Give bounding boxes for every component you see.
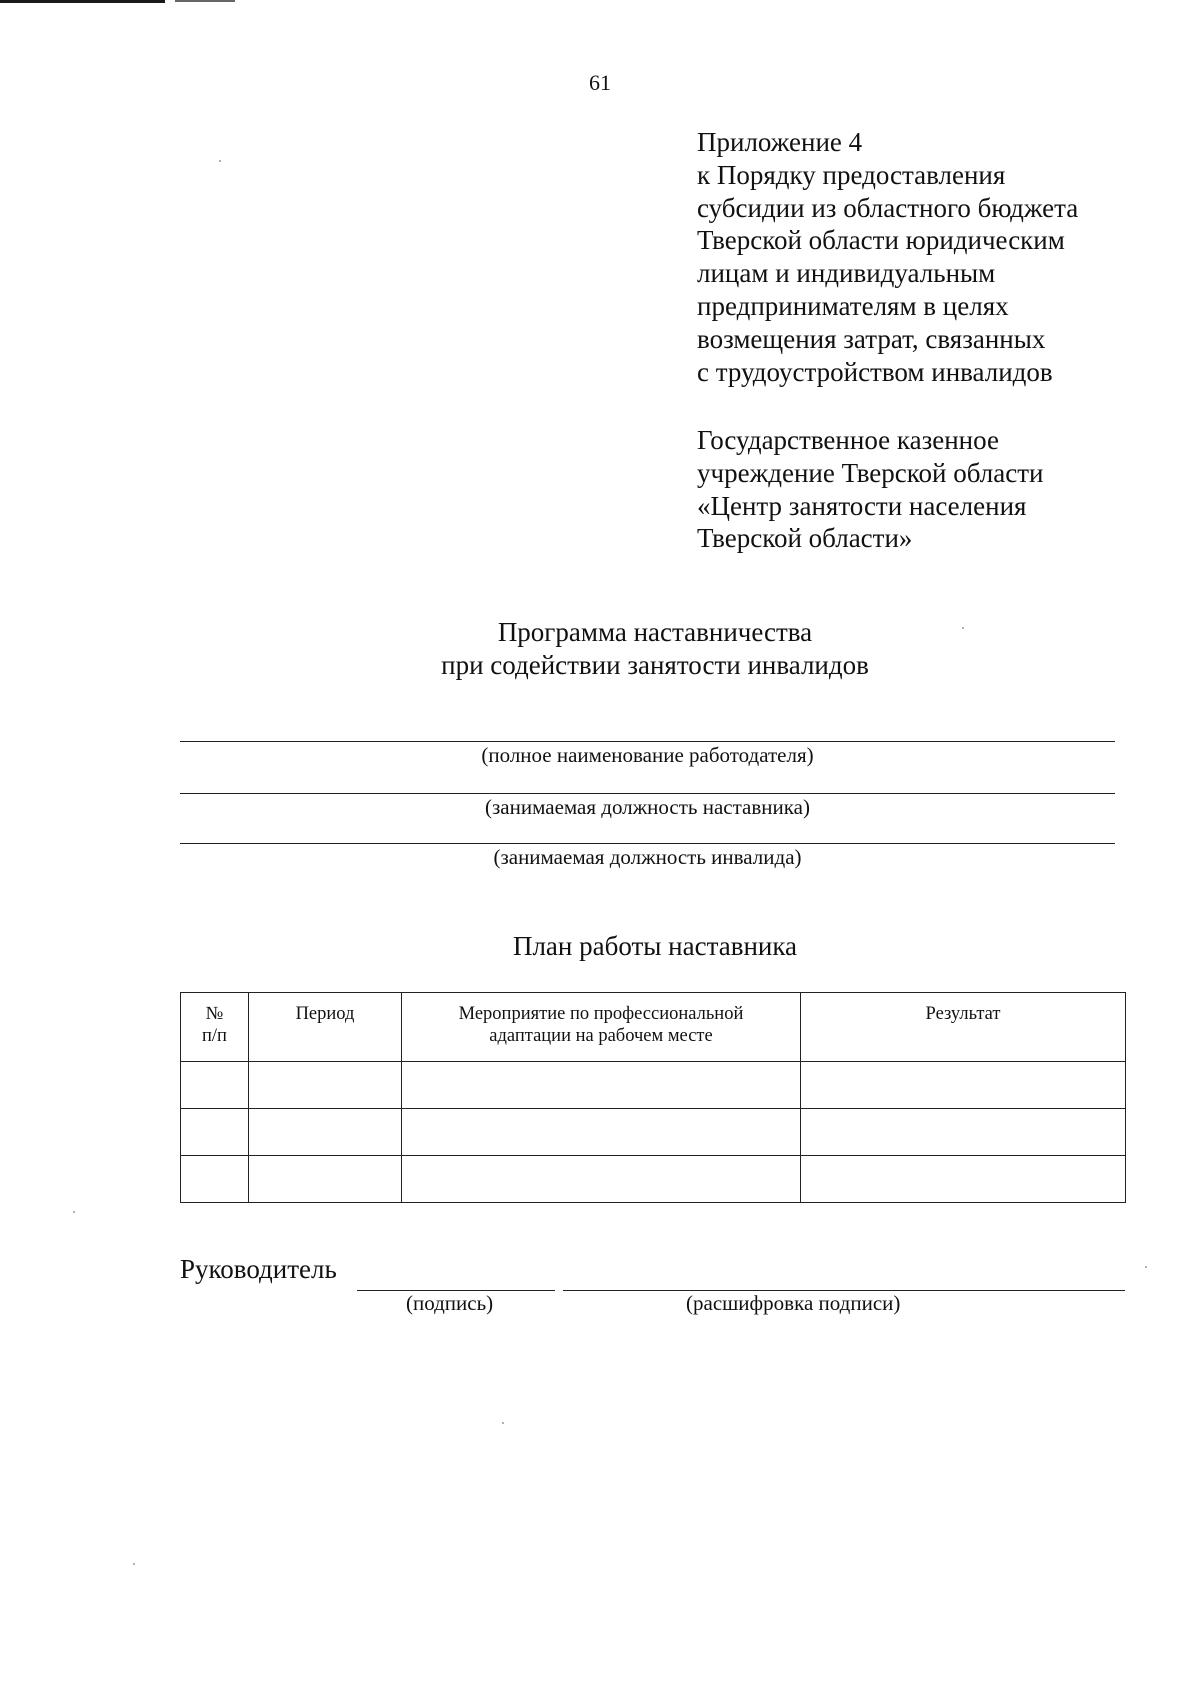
title-line: при содействии занятости инвалидов — [441, 650, 869, 680]
table-cell[interactable] — [801, 1109, 1126, 1156]
scan-speck — [219, 160, 221, 162]
table-cell[interactable] — [402, 1156, 801, 1203]
scan-edge-mark — [0, 0, 165, 3]
mentor-position-caption: (занимаемая должность наставника) — [485, 795, 810, 819]
table-cell[interactable] — [801, 1062, 1126, 1109]
header-result: Результат — [801, 993, 1126, 1062]
table-cell[interactable] — [801, 1156, 1126, 1203]
table-cell[interactable] — [402, 1109, 801, 1156]
appendix-line: возмещения затрат, связанных — [697, 323, 1046, 354]
scan-speck — [502, 1422, 504, 1424]
table-row — [181, 1156, 1126, 1203]
signature-caption: (подпись) — [406, 1291, 494, 1315]
scan-speck — [73, 1211, 75, 1213]
plan-title: План работы наставника — [512, 931, 798, 961]
table-cell[interactable] — [181, 1062, 249, 1109]
signature-label: Руководитель — [180, 1254, 337, 1284]
addressee-block — [697, 424, 1157, 555]
header-period: Период — [249, 993, 402, 1062]
addressee-line: Тверской области» — [697, 523, 913, 554]
mentor-plan-table — [180, 992, 1126, 1203]
signature-decipher-caption: (расшифровка подписи) — [686, 1291, 901, 1315]
addressee-line: учреждение Тверской области — [697, 457, 1044, 488]
disabled-position-fill-line[interactable] — [180, 843, 1115, 844]
header-activity: Мероприятие по профессиональной адаптации на рабочем месте — [402, 993, 801, 1062]
appendix-line: предпринимателям в целях — [697, 290, 1009, 321]
table-cell[interactable] — [249, 1109, 402, 1156]
table-cell[interactable] — [181, 1109, 249, 1156]
appendix-line: Приложение 4 — [697, 127, 863, 157]
table-row — [181, 1062, 1126, 1109]
scan-speck — [133, 1563, 135, 1565]
scan-speck — [1145, 1266, 1147, 1268]
document-title — [0, 616, 1200, 682]
table-header-row — [181, 993, 1126, 1062]
scan-edge-mark — [175, 0, 235, 2]
table-cell[interactable] — [402, 1062, 801, 1109]
table-row — [181, 1109, 1126, 1156]
appendix-reference — [697, 126, 1157, 388]
appendix-line: с трудоустройством инвалидов — [697, 356, 1053, 387]
appendix-line: субсидии из областного бюджета — [697, 192, 1079, 223]
header-number: № п/п — [181, 993, 249, 1062]
employer-caption: (полное наименование работодателя) — [481, 743, 814, 767]
title-line: Программа наставничества — [497, 617, 813, 647]
appendix-line: к Порядку предоставления — [697, 159, 1006, 190]
table-cell[interactable] — [181, 1156, 249, 1203]
table-cell[interactable] — [249, 1062, 402, 1109]
addressee-line: «Центр занятости населения — [697, 490, 1027, 521]
appendix-line: Тверской области юридическим — [697, 225, 1065, 256]
page-number: 61 — [589, 70, 611, 95]
scan-speck — [962, 627, 964, 629]
disabled-position-caption: (занимаемая должность инвалида) — [493, 845, 802, 869]
addressee-line: Государственное казенное — [697, 425, 999, 455]
appendix-line: лицам и индивидуальным — [697, 258, 996, 289]
employer-fill-line[interactable] — [180, 741, 1115, 742]
mentor-position-fill-line[interactable] — [180, 793, 1115, 794]
table-cell[interactable] — [249, 1156, 402, 1203]
